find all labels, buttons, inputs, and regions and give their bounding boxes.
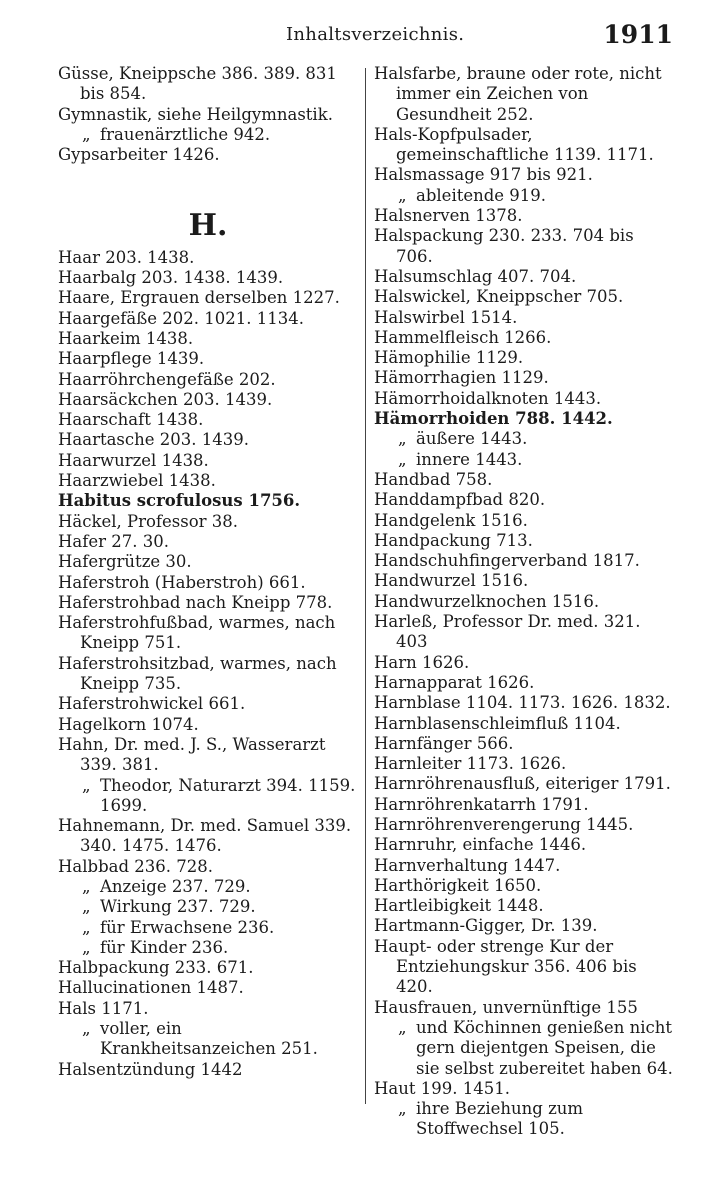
entry-text: Hahnemann, Dr. med. Samuel 339. 340. 1475. 1476.: [58, 816, 352, 856]
index-entry: [374, 531, 674, 551]
entry-text: Haar 203. 1438.: [58, 247, 195, 267]
entry-text: Theodor, Naturarzt 394. 1159. 1699.: [100, 775, 356, 815]
index-subentry: [374, 1099, 674, 1140]
entry-text: Halsumschlag 407. 704.: [374, 266, 577, 286]
ditto-mark: „: [398, 1099, 407, 1119]
entry-text: innere 1443.: [416, 449, 523, 469]
index-entry: [374, 693, 674, 713]
index-entry: [374, 1079, 674, 1099]
index-subentry: [374, 450, 674, 470]
index-entry: [58, 532, 358, 552]
index-entry: [58, 471, 358, 491]
index-entry: [374, 287, 674, 307]
index-entry: [374, 754, 674, 774]
page-number: 1911: [603, 20, 673, 49]
entry-text: Gymnastik, siehe Heilgymnastik.: [58, 104, 333, 124]
index-entry: [374, 795, 674, 815]
index-entry: [374, 328, 674, 348]
index-entry: [58, 390, 358, 410]
index-column-right: [374, 64, 674, 1140]
entry-text: Halsfarbe, braune oder rote, nicht immer ein Zeichen von Gesundheit 252.: [374, 64, 662, 124]
entry-text: Hals-Kopfpulsader, gemeinschaftliche 1139. 1171.: [374, 124, 654, 165]
index-entry: [374, 470, 674, 490]
index-entry: [58, 816, 358, 857]
ditto-mark: „: [82, 1019, 91, 1039]
entry-text: Haarbalg 203. 1438. 1439.: [58, 268, 284, 288]
index-entry: [58, 593, 358, 613]
entry-text: Harnröhrenausfluß, eiteriger 1791.: [374, 774, 671, 794]
entry-text: Harnröhrenkatarrh 1791.: [374, 794, 589, 814]
entry-text: Gypsarbeiter 1426.: [58, 145, 220, 165]
entry-text: Harnfänger 566.: [374, 733, 514, 753]
entry-text: für Erwachsene 236.: [100, 917, 275, 937]
entry-text: Häckel, Professor 38.: [58, 511, 239, 531]
entry-text: Harleß, Professor Dr. med. 321. 403: [374, 612, 641, 652]
entry-text: Habitus scrofulosus 1756.: [58, 491, 301, 511]
entry-text: Handwurzelknochen 1516.: [374, 591, 600, 611]
index-entry: [58, 451, 358, 471]
entry-text: Haarkeim 1438.: [58, 328, 194, 348]
index-entry: [58, 288, 358, 308]
index-entry: [374, 673, 674, 693]
entry-text: Haargefäße 202. 1021. 1134.: [58, 308, 304, 328]
ditto-mark: „: [82, 917, 91, 937]
entry-text: Haferstroh (Haberstroh) 661.: [58, 572, 306, 592]
index-entry: [374, 835, 674, 855]
entry-text: Haferstrohwickel 661.: [58, 694, 246, 714]
index-entry: [58, 654, 358, 695]
entry-text: Hartleibigkeit 1448.: [374, 896, 544, 916]
entry-text: äußere 1443.: [416, 429, 528, 449]
index-entry: [58, 735, 358, 776]
entry-text: Güsse, Kneippsche 386. 389. 831 bis 854.: [58, 64, 337, 104]
index-entry: [58, 978, 358, 998]
index-entry: [58, 1060, 358, 1080]
entry-text: ableitende 919.: [416, 185, 547, 205]
entry-text: ihre Beziehung zum Stoffwechsel 105.: [416, 1099, 584, 1139]
entry-text: Haferstrohsitzbad, warmes, nach Kneipp 735.: [58, 653, 337, 694]
index-entry: [58, 573, 358, 593]
ditto-mark: „: [82, 897, 91, 917]
index-subentry: [58, 1019, 358, 1060]
index-entry: [374, 368, 674, 388]
index-entry: [58, 958, 358, 978]
index-entry: [374, 165, 674, 185]
entry-text: Hafer 27. 30.: [58, 531, 169, 551]
entry-text: Haarpflege 1439.: [58, 349, 205, 369]
index-entry: [58, 349, 358, 369]
index-entry: [374, 815, 674, 835]
index-entry: [374, 571, 674, 591]
entry-text: Hausfrauen, unvernünftige 155: [374, 997, 638, 1017]
entry-text: Hämorrhoidalknoten 1443.: [374, 388, 602, 408]
entry-text: Halbbad 236. 728.: [58, 856, 213, 876]
index-entry: [374, 774, 674, 794]
entry-text: Halspackung 230. 233. 704 bis 706.: [374, 226, 634, 266]
entry-text: Handgelenk 1516.: [374, 510, 528, 530]
entry-text: Harn 1626.: [374, 652, 470, 672]
entry-text: Handschuhfingerverband 1817.: [374, 551, 640, 571]
entry-text: Hartmann-Gigger, Dr. 139.: [374, 916, 598, 936]
ditto-mark: „: [398, 1017, 407, 1037]
index-entry: [374, 937, 674, 998]
section-letter-heading: H.: [188, 207, 228, 243]
index-entry: [374, 308, 674, 328]
entry-text: Halbpackung 233. 671.: [58, 958, 254, 978]
entry-text: Haarsäckchen 203. 1439.: [58, 389, 273, 409]
entry-text: Harnleiter 1173. 1626.: [374, 754, 567, 774]
entry-text: Hämorrhoiden 788. 1442.: [374, 409, 613, 429]
ditto-mark: „: [398, 449, 407, 469]
entry-text: Haarwurzel 1438.: [58, 450, 209, 470]
ditto-mark: „: [82, 775, 91, 795]
index-entry: [58, 552, 358, 572]
index-subentry: [374, 429, 674, 449]
index-entry: [374, 856, 674, 876]
index-entry: [374, 734, 674, 754]
entry-text: Harnverhaltung 1447.: [374, 855, 561, 875]
entry-text: Haarschaft 1438.: [58, 410, 204, 430]
index-entry: [374, 592, 674, 612]
index-entry: [374, 896, 674, 916]
index-entry: [374, 206, 674, 226]
entry-text: Hämophilie 1129.: [374, 348, 524, 368]
index-entry: [58, 715, 358, 735]
index-entry: [374, 64, 674, 125]
index-entry: [374, 998, 674, 1018]
entry-text: Hallucinationen 1487.: [58, 978, 244, 998]
entry-text: Haut 199. 1451.: [374, 1078, 510, 1098]
entry-text: Hafergrütze 30.: [58, 552, 192, 572]
index-entry: [374, 714, 674, 734]
entry-text: Halsnerven 1378.: [374, 206, 523, 226]
index-entry: [58, 430, 358, 450]
index-entry: [374, 511, 674, 531]
entry-text: Harnruhr, einfache 1446.: [374, 835, 587, 855]
entry-text: Halsentzündung 1442: [58, 1059, 243, 1079]
ditto-mark: „: [82, 124, 91, 144]
entry-text: Halsmassage 917 bis 921.: [374, 165, 593, 185]
entry-text: voller, ein Krankheitsanzeichen 251.: [100, 1019, 318, 1059]
entry-text: Haferstrohbad nach Kneipp 778.: [58, 592, 333, 612]
entry-text: Harnblasenschleimfluß 1104.: [374, 713, 621, 733]
index-entry: [58, 694, 358, 714]
running-title: Inhaltsverzeichnis.: [286, 24, 465, 45]
index-entry: [58, 410, 358, 430]
ditto-mark: „: [398, 185, 407, 205]
index-entry: [374, 226, 674, 267]
entry-text: frauenärztliche 942.: [100, 124, 271, 144]
index-entry: [374, 916, 674, 936]
index-subentry: [58, 877, 358, 897]
entry-text: Handbad 758.: [374, 469, 493, 489]
index-entry: [58, 105, 358, 125]
entry-text: Hagelkorn 1074.: [58, 714, 199, 734]
index-subentry: [58, 938, 358, 958]
index-entry: [374, 125, 674, 166]
page-header: [58, 22, 673, 52]
entry-text: Wirkung 237. 729.: [100, 897, 256, 917]
index-subentry: [58, 918, 358, 938]
index-subentry: [58, 776, 358, 817]
entry-text: Harnröhrenverengerung 1445.: [374, 814, 634, 834]
index-entry: [58, 145, 358, 165]
index-subentry: [58, 897, 358, 917]
entry-text: Haarröhrchengefäße 202.: [58, 369, 276, 389]
entry-text: Halswickel, Kneippscher 705.: [374, 287, 624, 307]
index-column-left: [58, 64, 358, 1080]
index-entry: [374, 389, 674, 409]
index-subentry: [374, 1018, 674, 1079]
entry-text: und Köchinnen genießen nicht gern diejentgen Speisen, die sie selbst zubereitet haben 64.: [416, 1017, 673, 1078]
index-entry: [58, 370, 358, 390]
entry-text: Halswirbel 1514.: [374, 307, 518, 327]
index-entry: [58, 64, 358, 105]
entry-text: Hahn, Dr. med. J. S., Wasserarzt 339. 381.: [58, 734, 326, 775]
index-entry: [58, 512, 358, 532]
index-entry: [374, 267, 674, 287]
entry-text: Harnapparat 1626.: [374, 672, 535, 692]
index-entry: [58, 309, 358, 329]
index-entry: [374, 612, 674, 653]
entry-text: Harthörigkeit 1650.: [374, 875, 542, 895]
entry-text: Hammelfleisch 1266.: [374, 327, 552, 347]
index-entry: [374, 551, 674, 571]
entry-text: Haarzwiebel 1438.: [58, 471, 216, 491]
entry-text: Haupt- oder strenge Kur der Entziehungskur 356. 406 bis 420.: [374, 936, 637, 997]
entry-text: Handpackung 713.: [374, 530, 533, 550]
index-entry: [58, 329, 358, 349]
index-entry: [58, 248, 358, 268]
index-entry: [58, 613, 358, 654]
entry-text: für Kinder 236.: [100, 937, 229, 957]
spacer: [58, 165, 358, 185]
ditto-mark: „: [82, 876, 91, 896]
index-entry: [58, 268, 358, 288]
index-entry: [58, 857, 358, 877]
index-entry: [58, 491, 358, 511]
index-entry: [58, 999, 358, 1019]
index-entry: [374, 348, 674, 368]
ditto-mark: „: [82, 937, 91, 957]
index-subentry: [58, 125, 358, 145]
entry-text: Handdampfbad 820.: [374, 490, 546, 510]
index-entry: [374, 876, 674, 896]
entry-text: Handwurzel 1516.: [374, 571, 529, 591]
entry-text: Harnblase 1104. 1173. 1626. 1832.: [374, 693, 671, 713]
entry-text: Haferstrohfußbad, warmes, nach Kneipp 751.: [58, 613, 336, 653]
index-subentry: [374, 186, 674, 206]
entry-text: Haartasche 203. 1439.: [58, 430, 249, 450]
entry-text: Hals 1171.: [58, 998, 149, 1018]
index-entry: [374, 490, 674, 510]
index-entry: [374, 409, 674, 429]
entry-text: Haare, Ergrauen derselben 1227.: [58, 288, 340, 308]
entry-text: Hämorrhagien 1129.: [374, 368, 549, 388]
entry-text: Anzeige 237. 729.: [100, 876, 251, 896]
ditto-mark: „: [398, 429, 407, 449]
index-entry: [374, 653, 674, 673]
column-divider: [365, 68, 366, 1104]
